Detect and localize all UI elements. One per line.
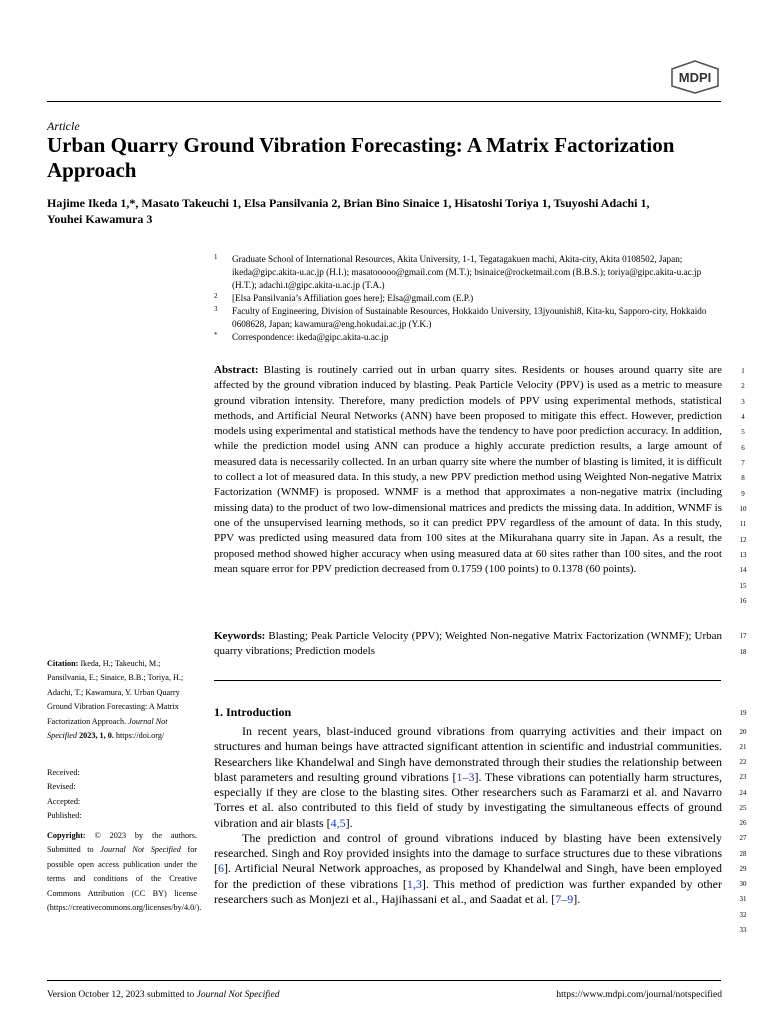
affiliation-number: 1 (214, 253, 218, 261)
footer-journal: Journal Not Specified (196, 990, 280, 1000)
mdpi-logo (668, 60, 722, 94)
keywords-text: Blasting; Peak Particle Velocity (PPV); Weighted Non-negative Matrix Factorization (WNMF); Urban quarry vibrations; Prediction models (214, 630, 722, 658)
affiliation-text: Graduate School of International Resources, Akita University, 1-1, Tegatagakuen machi, Akita-city, Akita 0108502, Japan; ikeda@gipc.akita-u.ac.jp (H.I.); masatooooo@gmail.com (M.T.); bsinaice@rocketmail.com (B.B.S.); toriya@gipc.akita-u.ac.jp (H.T.); adachi.t@gipc.akita-u.ac.jp (T.A.) (232, 254, 702, 290)
dates-block (47, 766, 197, 824)
citation-year: 2023, 1, 0. (79, 731, 114, 741)
published-date: Published: (47, 811, 82, 821)
line-number: 25 (739, 804, 747, 812)
footer-version (47, 990, 279, 1000)
affiliation-text: [Elsa Pansilvania’s Affiliation goes here]; Elsa@gmail.com (E.P.) (232, 293, 474, 303)
citation-text: Ikeda, H.; Takeuchi, M.; Pansilvania, E.; Sinaice, B.B.; Toriya, H.; Adachi, T.; Kawamura, Y. Urban Quarry Ground Vibration Forecasting: A Matrix Factorization Approach. (47, 659, 184, 726)
intro-text: In recent years, blast-induced ground vibrations from quarrying activities and their impact on structures and human beings have attracted significant attention in scientific and industrial communities. Researchers like Khandelwal and Singh have demonstrated through their studies the relationship between blast parameters and resulting ground vibrations [ (214, 724, 722, 784)
intro-paragraph-2 (214, 831, 722, 907)
line-number: 28 (739, 850, 747, 858)
line-number: 24 (739, 789, 747, 797)
line-number: 27 (739, 834, 747, 842)
line-number: 19 (739, 709, 747, 717)
correspondence-marker: * (214, 331, 218, 339)
line-number: 26 (739, 819, 747, 827)
intro-text: ]. (573, 891, 581, 906)
copyright-text: © 2023 by the authors. Submitted to (47, 831, 198, 855)
copyright-journal: Journal Not Specified (100, 845, 181, 855)
line-number: 12 (739, 536, 747, 544)
abstract-label: Abstract: (214, 364, 259, 376)
line-number: 33 (739, 926, 747, 934)
authors (47, 195, 727, 227)
citation-link[interactable]: 6 (218, 861, 224, 876)
copyright-block (47, 829, 202, 915)
citation-link[interactable]: 7–9 (555, 891, 574, 906)
affiliation-1 (214, 253, 724, 292)
section-heading: 1. Introduction (214, 705, 292, 719)
footer-url[interactable]: https://www.mdpi.com/journal/notspecified (556, 990, 722, 1000)
line-number: 23 (739, 773, 747, 781)
accepted-date: Accepted: (47, 796, 81, 806)
intro-paragraph-1 (214, 724, 722, 831)
line-number: 30 (739, 880, 747, 888)
line-number: 17 (739, 632, 747, 640)
intro-text: ]. This method of prediction was further expanded by other researchers such as Monjezi et al., Hajihassani et al., and Saadat et al. [ (214, 876, 722, 906)
introduction-body (214, 724, 722, 907)
line-number: 11 (739, 520, 747, 528)
citation-link[interactable]: 4,5 (330, 815, 346, 830)
line-number: 3 (741, 398, 745, 406)
mdpi-logo-text: MDPI (678, 70, 712, 85)
correspondence (214, 331, 724, 344)
citation-link[interactable]: 1–3 (456, 769, 475, 784)
intro-text: ]. These vibrations can potentially harm structures, especially if they are close to the blasting sites. Other researchers such as Faramarzi et al. and Navarro Torres et al. also contributed to this field of study by investigating the simultaneous effects of ground vibration and air blasts [ (214, 769, 722, 830)
intro-text: The prediction and control of ground vibrations induced by blasting have been extensively researched. Singh and Roy provided insights into the damage to surface structures due to these vibrations [ (214, 830, 722, 876)
line-number: 15 (739, 582, 747, 590)
abstract-bottom-rule (214, 680, 721, 681)
citation-label: Citation: (47, 659, 79, 668)
line-number: 1 (741, 367, 745, 375)
article-type: Article (47, 119, 80, 133)
affiliation-number: 3 (214, 305, 218, 313)
revised-date: Revised: (47, 782, 76, 792)
copyright-label: Copyright: (47, 831, 86, 840)
citation-doi: https://doi.org/ (115, 731, 165, 741)
citation-journal: Journal Not Specified (47, 716, 168, 741)
intro-text: ]. (345, 815, 353, 830)
mdpi-logo-icon (668, 60, 722, 94)
abstract (214, 363, 722, 577)
affiliation-text: Faculty of Engineering, Division of Sustainable Resources, Hokkaido University, 13jyounishi8, Kita-ku, Sapporo-city, Hokkaido 0608628, Japan; kawamura@eng.hokudai.ac.jp (Y.K.) (232, 306, 707, 329)
footer-rule (47, 980, 721, 981)
authors-line-2: Youhei Kawamura 3 (47, 212, 153, 226)
affiliation-number: 2 (214, 292, 218, 300)
footer-version-text: Version October 12, 2023 submitted to (47, 990, 195, 1000)
header-rule (47, 101, 721, 102)
line-number: 20 (739, 728, 747, 736)
keywords-label: Keywords: (214, 630, 266, 642)
line-number: 6 (741, 444, 745, 452)
line-number: 18 (739, 648, 747, 656)
line-number: 13 (739, 551, 747, 559)
line-number: 2 (741, 382, 745, 390)
line-number: 9 (741, 490, 745, 498)
line-number: 4 (741, 413, 745, 421)
authors-line-1: Hajime Ikeda 1,*, Masato Takeuchi 1, Elsa Pansilvania 2, Brian Bino Sinaice 1, Hisatoshi Toriya 1, Tsuyoshi Adachi 1, (47, 196, 650, 210)
line-number: 21 (739, 743, 747, 751)
citation-block (47, 657, 197, 743)
line-number: 14 (739, 566, 747, 574)
line-number: 8 (741, 474, 745, 482)
affiliation-3 (214, 305, 724, 331)
line-number: 5 (741, 428, 745, 436)
abstract-text: Blasting is routinely carried out in urban quarry sites. Residents or houses around quarry site are affected by the ground vibration induced by blasting. Peak Particle Velocity (PPV) is used as a metric to measure ground vibration intensity. Therefore, many prediction models of PPV using experimental methods, statistical methods, and Artificial Neural Networks (ANN) have been proposed to mitigate this effect. However, prediction models using experimental and statistical methods have the tendency to have poor prediction accuracy. In addition, while the prediction model using ANN can produce a highly accurate prediction results, a large amount of measured data is necessarily collected. In an urban quarry site where the number of blasting is limited, it is difficult to collect a lot of measured data. In this study, a new PPV prediction method using Weighted Non-negative Matrix Factorization (WNMF) is proposed. WNMF is a method that approximates a non-negative matrix (including missing data) to the product of two low-dimensional matrices and predicts the missing data. In addition, WNMF is one of the unsupervised learning methods, so it can predict PPV regardless of the amount of data. In this study, PPV was predicted using measured data from 100 sites at the Mikurahana quarry site in Japan. As a result, the proposed method showed higher accuracy when using measured data at 60 sites rather than 100 sites, and the root mean square error for PPV prediction decreased from 0.1759 (100 points) to 0.1378 (60 points). (214, 364, 723, 575)
line-number: 7 (741, 459, 745, 467)
received-date: Received: (47, 768, 80, 777)
line-number: 10 (739, 505, 747, 513)
article-title: Urban Quarry Ground Vibration Forecasting: A Matrix Factorization Approach (47, 133, 675, 182)
correspondence-text: Correspondence: ikeda@gipc.akita-u.ac.jp (232, 332, 389, 342)
line-number: 31 (739, 895, 747, 903)
line-number: 22 (739, 758, 747, 766)
affiliation-2 (214, 292, 724, 305)
intro-text: ]. Artificial Neural Network approaches, as proposed by Khandelwal and Singh, have been employed for the prediction of these vibrations [ (214, 861, 722, 891)
keywords (214, 629, 722, 660)
line-number: 16 (739, 597, 747, 605)
line-numbers (733, 0, 753, 1024)
copyright-license: for possible open access publication under the terms and conditions of the Creative Commons Attribution (CC BY) license (https://creativecommons.org/licenses/by/4.0/). (47, 845, 202, 913)
line-number: 29 (739, 865, 747, 873)
line-number: 32 (739, 911, 747, 919)
citation-link[interactable]: 1,3 (406, 876, 422, 891)
